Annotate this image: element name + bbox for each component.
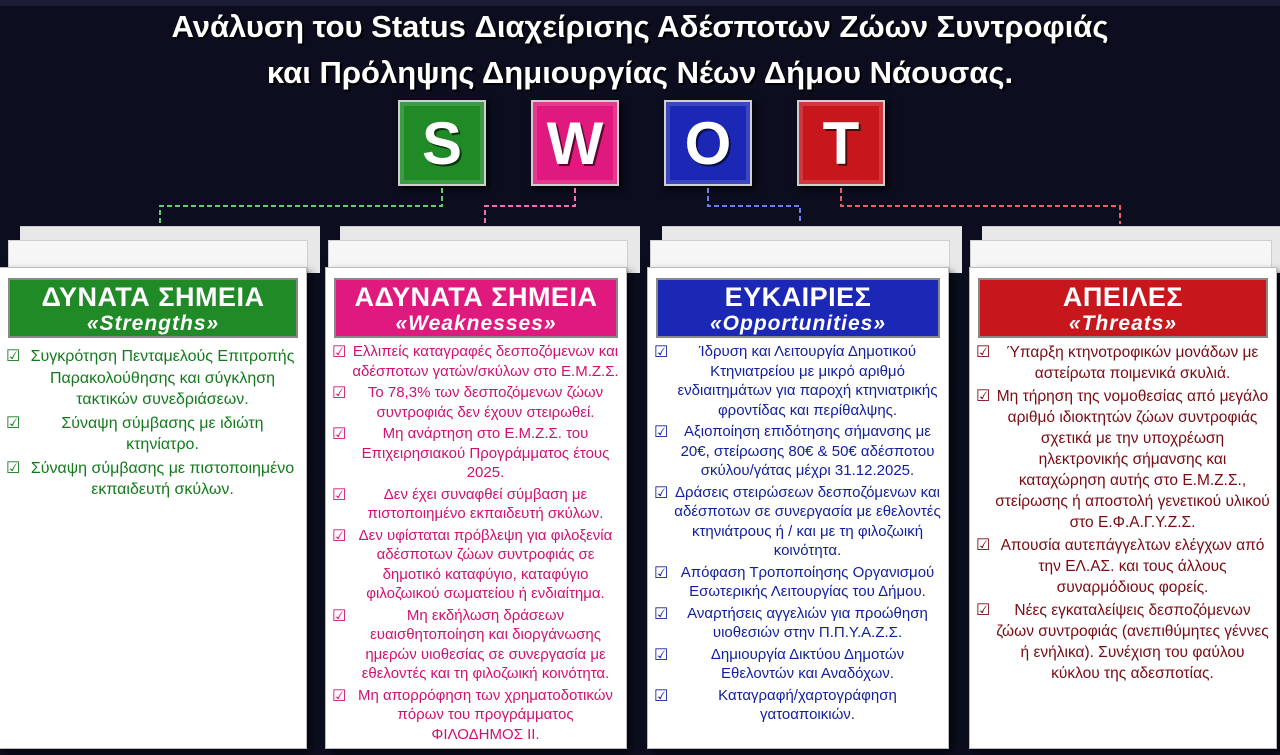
strengths-heading: ΔΥΝΑΤΑ ΣΗΜΕΙΑ [41,282,265,312]
list-item [332,526,620,604]
list-item-text: Ίδρυση και Λειτουργία Δημοτικού Κτηνιατρείου με μικρό αριθμό ενδιαιτημάτων για παροχή κτηνιατρικής φροντίδας και περίθαλψης. [677,343,938,419]
opportunities-header [656,278,940,338]
checkbox-checked-icon: ☑ [976,537,991,554]
list-item-text: Δεν υφίσταται πρόβλεψη για φιλοξενία αδέσποτων ζώων συντροφιάς σε δημοτικό καταφύγιο, καταφύγιο φιλοζωικού σωματείου ή ενδιαίτημα. [358,526,613,602]
tile-w: W [531,100,619,186]
checkbox-checked-icon: ☑ [654,564,669,582]
list-item-text: Ελλιπείς καταγραφές δεσποζόμενων και αδέσποτων γατών/σκύλων στο Ε.Μ.Ζ.Σ. [352,343,619,380]
list-item [654,342,942,420]
list-item [332,342,620,381]
list-item [6,413,300,456]
card-strengths [0,268,306,748]
list-item [332,686,620,745]
list-item [976,535,1270,598]
list-item [332,383,620,422]
checkbox-checked-icon: ☑ [6,414,21,432]
list-item [654,422,942,481]
list-item [654,686,942,725]
checkbox-checked-icon: ☑ [654,605,669,623]
list-item [6,346,300,411]
list-item-text: Σύναψη σύμβασης με ιδιώτη κτηνίατρο. [61,414,264,453]
list-item [976,342,1270,384]
list-item-text: Απόφαση Τροποποίησης Οργανισμού Εσωτερικής Λειτουργίας του Δήμου. [680,563,935,600]
strengths-list [6,346,300,503]
list-item-text: Δεν έχει συναφθεί σύμβαση με πιστοποιημένο εκπαιδευτή σκύλων. [367,485,604,522]
list-item [332,606,620,684]
tile-o: O [664,100,752,186]
opportunities-list [654,342,942,727]
checkbox-checked-icon: ☑ [654,646,669,664]
checkbox-checked-icon: ☑ [654,687,669,705]
checkbox-checked-icon: ☑ [976,344,991,361]
page-title [0,4,1280,96]
list-item-text: Μη τήρηση της νομοθεσίας από μεγάλο αριθμό ιδιοκτητών ζώων συντροφιάς σχετικά με την υποχρέωση ηλεκτρονικής σήμανσης και καταχώρηση αυτής στο Ε.Μ.Ζ.Σ., στείρωσης ή αποστολή γενετικού υλικού στο Ε.Φ.Α.Γ.Υ.Ζ.Σ. [995,388,1270,531]
checkbox-checked-icon: ☑ [332,687,347,705]
list-item-text: Το 78,3% των δεσποζόμενων ζώων συντροφιάς δεν έχουν στειρωθεί. [367,384,604,421]
checkbox-checked-icon: ☑ [654,484,669,502]
list-item [654,563,942,602]
swot-tiles [0,100,1280,190]
checkbox-checked-icon: ☑ [332,426,347,443]
checkbox-checked-icon: ☑ [332,344,347,361]
card-weaknesses [326,268,626,748]
list-item-text: Αναρτήσεις αγγελιών για προώθηση υιοθεσιών στην Π.Π.Υ.Α.Ζ.Σ. [687,604,928,641]
weaknesses-header [334,278,618,338]
checkbox-checked-icon: ☑ [332,486,347,504]
connector-t [841,188,1120,224]
weaknesses-list [332,342,620,746]
list-item [654,604,942,643]
checkbox-checked-icon: ☑ [654,344,669,361]
checkbox-checked-icon: ☑ [6,348,21,365]
list-item-text: Μη ανάρτηση στο Ε.Μ.Ζ.Σ. του Επιχειρησιακού Προγράμματος έτους 2025. [361,425,610,481]
list-item [332,485,620,524]
checkbox-checked-icon: ☑ [332,527,347,545]
checkbox-checked-icon: ☑ [6,459,21,477]
title-line-2: και Πρόληψης Δημιουργίας Νέων Δήμου Νάουσας. [266,55,1014,90]
list-item-text: Μη εκδήλωση δράσεων ευαισθητοποίηση και διοργάνωσης ημερών υιοθεσίας σε συνεργασία με εθελοντές και τη φιλοζωική κοινότητα. [361,606,610,682]
list-item [332,424,620,483]
opportunities-subheading: «Opportunities» [709,312,887,335]
threats-subheading: «Threats» [1068,312,1178,335]
checkbox-checked-icon: ☑ [332,385,347,402]
threats-header [978,278,1268,338]
weaknesses-heading: ΑΔΥΝΑΤΑ ΣΗΜΕΙΑ [354,282,598,312]
list-item-text: Μη απορρόφηση των χρηματοδοτικών πόρων του προγράμματος ΦΙΛΟΔΗΜΟΣ ΙΙ. [358,686,613,743]
title-line-1: Ανάλυση του Status Διαχείρισης Αδέσποτων Ζώων Συντροφιάς [171,9,1109,44]
opportunities-heading: ΕΥΚΑΙΡΙΕΣ [724,282,872,312]
list-item [6,458,300,501]
threats-list [976,342,1270,686]
card-threats [970,268,1276,748]
list-item-text: Καταγραφή/χαρτογράφηση γατοαποικιών. [718,686,897,723]
list-item [976,600,1270,684]
list-item-text: Δράσεις στειρώσεων δεσποζόμενων και αδέσποτων σε συνεργασία με εθελοντές κτηνιάτρους ή / και με τη φιλοζωική κοινότητα. [674,483,941,559]
tile-t: T [797,100,885,186]
threats-heading: ΑΠΕΙΛΕΣ [1062,282,1184,312]
strengths-subheading: «Strengths» [86,312,220,335]
list-item [654,483,942,561]
checkbox-checked-icon: ☑ [976,388,991,405]
card-opportunities [648,268,948,748]
checkbox-checked-icon: ☑ [332,607,347,625]
checkbox-checked-icon: ☑ [654,424,669,441]
strengths-header [8,278,298,338]
list-item-text: Νέες εγκαταλείψεις δεσποζόμενων ζώων συντροφιάς (ανεπιθύμητες γέννες ή ενήλικα). Συνέχιση του φαύλου κύκλου της αδεσποτίας. [996,602,1269,682]
list-item-text: Αξιοποίηση επιδότησης σήμανσης με 20€, στείρωσης 80€ & 50€ αδέσποτου σκύλου/γάτας μέχρι 31.12.2025. [680,423,935,479]
list-item-text: Απουσία αυτεπάγγελτων ελέγχων από την ΕΛ.ΑΣ. και τους άλλους συναρμόδιους φορείς. [1000,537,1265,596]
checkbox-checked-icon: ☑ [976,602,991,619]
list-item-text: Ύπαρξη κτηνοτροφικών μονάδων με αστείρωτα ποιμενικά σκυλιά. [1006,344,1259,382]
connector-s [160,188,442,224]
list-item-text: Δημιουργία Δικτύου Δημοτών Εθελοντών και Αναδόχων. [710,645,905,682]
weaknesses-subheading: «Weaknesses» [395,312,557,335]
list-item [654,645,942,684]
list-item-text: Συγκρότηση Πενταμελούς Επιτροπής Παρακολούθησης και σύγκληση τακτικών συνεδριάσεων. [30,348,295,408]
connector-w [485,188,575,224]
connector-o [708,188,800,224]
list-item [976,386,1270,533]
list-item-text: Σύναψη σύμβασης με πιστοποιημένο εκπαιδευτή σκύλων. [30,459,295,498]
tile-s: S [398,100,486,186]
